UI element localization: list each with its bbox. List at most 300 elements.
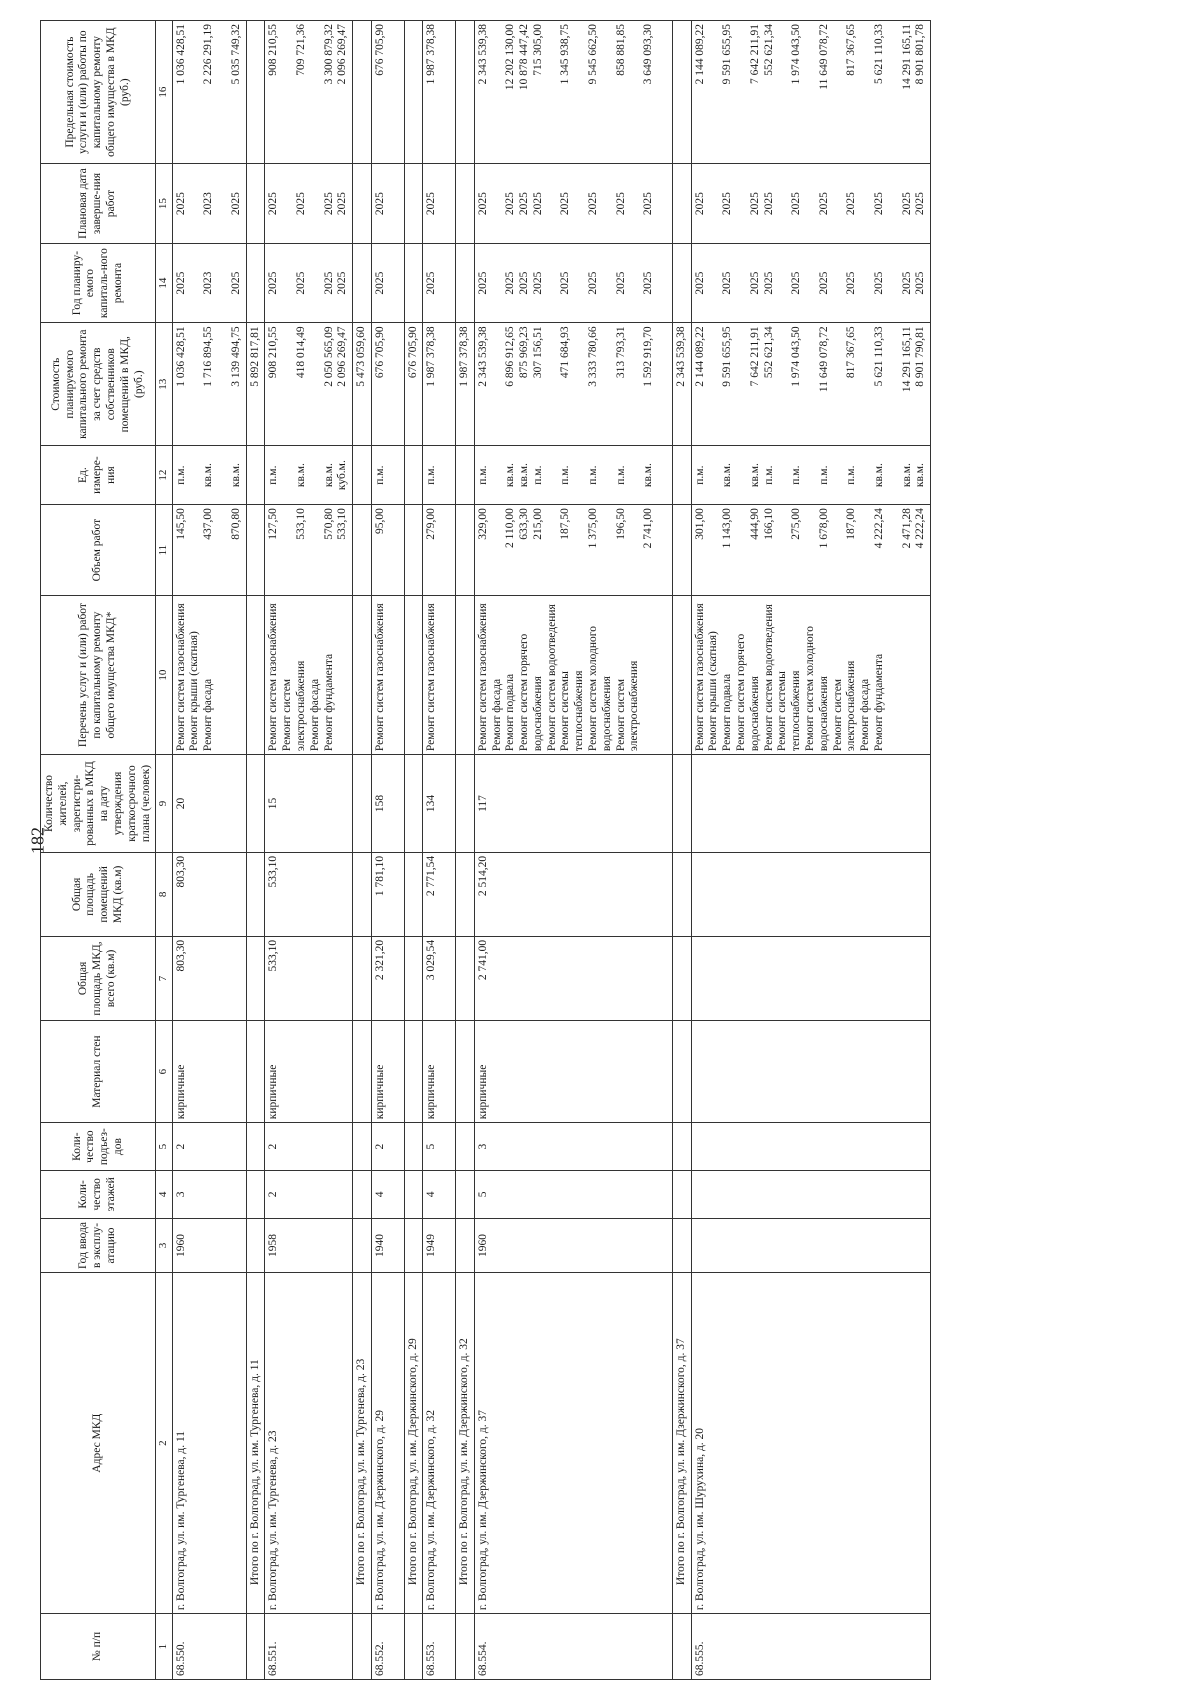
work-cost (423, 323, 456, 446)
plan-year-line: 2025 (817, 271, 830, 295)
work-cost-line: 471 684,93 (559, 326, 572, 379)
table-row (265, 21, 353, 1680)
work-cost-line: 817 367,65 (845, 326, 858, 379)
end-year-line: 2025 (790, 192, 803, 216)
work-unit-line: п.м. (817, 465, 830, 485)
capital-repair-table (40, 20, 931, 1680)
empty-cell (404, 1123, 423, 1171)
area-rooms: 803,30 (172, 852, 246, 936)
work-cost-line: 2 050 565,09 (322, 326, 335, 387)
empty-cell (246, 596, 265, 755)
table-row (371, 21, 404, 1680)
wall-material: кирпичные (423, 1021, 456, 1123)
empty-cell (455, 596, 474, 755)
work-cost-line: 6 896 912,65 (504, 326, 517, 387)
limit-cost-line: 676 705,90 (373, 24, 386, 76)
wall-material: кирпичные (172, 1021, 246, 1123)
entrances: 2 (371, 1123, 404, 1171)
end-year (265, 164, 353, 244)
empty-cell (404, 936, 423, 1020)
empty-cell (672, 1218, 691, 1273)
end-year-line: 2025 (817, 192, 830, 216)
empty-cell (246, 1123, 265, 1171)
work-cost-line: 3 139 494,75 (229, 326, 242, 387)
header-cell: Общая площадь МКД, всего (кв.м) (41, 936, 156, 1020)
empty-cell (672, 936, 691, 1020)
empty-cell (246, 1218, 265, 1273)
header-cell: Стоимость планируемого капитального ремонта за счет средств собственников помещений в МКД, (руб.) (41, 323, 156, 446)
work-name-line: Ремонт фасада (308, 678, 321, 752)
empty-cell (672, 243, 691, 323)
empty-cell (455, 243, 474, 323)
plan-year (371, 243, 404, 323)
total-row (404, 21, 423, 1680)
empty-cell (353, 936, 372, 1020)
limit-cost-line: 552 621,34 (762, 24, 775, 76)
header-cell: Коли-чество подъез-дов (41, 1123, 156, 1171)
header-cell: Предельная стоимость услуги и (или) работы по капитальному ремонту общего имущества в МКД (руб.) (41, 21, 156, 164)
work-volume-line: 570,80 (322, 508, 335, 540)
limit-cost-line: 2 226 291,19 (202, 24, 215, 85)
work-unit-line: кв.м. (748, 463, 761, 488)
limit-cost-line: 2 144 089,22 (693, 24, 706, 85)
empty-cell (404, 446, 423, 505)
floors: 2 (265, 1170, 353, 1218)
work-unit-line: п.м. (425, 465, 438, 485)
work-cost (172, 323, 246, 446)
plan-year-line: 2025 (914, 271, 927, 295)
column-number-cell: 7 (156, 936, 172, 1020)
table-row (172, 21, 246, 1680)
empty-cell (672, 755, 691, 853)
work-name-line: Ремонт систем газоснабжения (267, 603, 280, 752)
area-total: 2 741,00 (474, 936, 672, 1020)
work-volume-line: 187,50 (559, 508, 572, 540)
work-unit-line: п.м. (531, 465, 544, 485)
end-year (474, 164, 672, 244)
empty-cell (404, 1170, 423, 1218)
header-cell: Перечень услуг и (или) работ по капитальному ремонту общего имущества МКД* (41, 596, 156, 755)
residents: 134 (423, 755, 456, 853)
limit-cost-line: 1 987 378,38 (425, 24, 438, 85)
header-cell: Материал стен (41, 1021, 156, 1123)
column-number-cell: 6 (156, 1021, 172, 1123)
work-unit-line: кв.м. (504, 463, 517, 488)
header-cell: Коли-чество этажей (41, 1170, 156, 1218)
address: г. Волгоград, ул. им. Дзержинского, д. 32 (423, 1273, 456, 1614)
work-volume (423, 505, 456, 596)
empty-cell (353, 1170, 372, 1218)
work-name (265, 596, 353, 755)
header-cell: Плановая дата заверше-ния работ (41, 164, 156, 244)
limit-cost-line: 9 545 662,50 (587, 24, 600, 85)
plan-year-line: 2025 (587, 271, 600, 295)
floors: 3 (172, 1170, 246, 1218)
header-cell: Год ввода в эксплу-атацию (41, 1218, 156, 1273)
plan-year-line: 2025 (721, 271, 734, 295)
plan-year-line: 2025 (518, 271, 531, 295)
empty-cell (246, 505, 265, 596)
work-unit (474, 446, 672, 505)
work-volume-line: 533,10 (336, 508, 349, 540)
area-total (691, 936, 931, 1020)
empty-cell (246, 164, 265, 244)
floors: 4 (423, 1170, 456, 1218)
work-volume-line: 95,00 (373, 508, 386, 535)
row-number (455, 1614, 474, 1680)
work-cost-line: 7 642 211,91 (748, 326, 761, 387)
work-name-line: Ремонт системы теплоснабжения (776, 670, 803, 752)
end-year-line: 2025 (336, 192, 349, 216)
plan-year-line: 2025 (693, 271, 706, 295)
limit-cost-line: 5 621 110,33 (873, 24, 886, 84)
empty-cell (672, 1170, 691, 1218)
work-volume-line: 444,90 (748, 508, 761, 540)
residents: 158 (371, 755, 404, 853)
work-name-line: Ремонт фасада (202, 678, 215, 752)
address: г. Волгоград, ул. им. Дзержинского, д. 29 (371, 1273, 404, 1614)
empty-cell (353, 852, 372, 936)
work-unit-line: кв.м. (642, 463, 655, 488)
work-unit (371, 446, 404, 505)
work-volume-line: 1 678,00 (817, 508, 830, 549)
work-volume-line: 2 741,00 (642, 508, 655, 549)
total-address: Итого по г. Волгоград, ул. им. Дзержинского, д. 29 (404, 1273, 423, 1614)
work-unit-line: кв.м. (322, 463, 335, 488)
total-address: Итого по г. Волгоград, ул. им. Тургенева, д. 23 (353, 1273, 372, 1614)
empty-cell (404, 1021, 423, 1123)
work-name-line: Ремонт систем электроснабжения (614, 660, 641, 752)
entrances: 3 (474, 1123, 672, 1171)
end-year-line: 2025 (373, 192, 386, 216)
row-number (353, 1614, 372, 1680)
work-name (474, 596, 672, 755)
wall-material: кирпичные (371, 1021, 404, 1123)
end-year-line: 2025 (900, 192, 913, 216)
plan-year (265, 243, 353, 323)
end-year-line: 2025 (294, 192, 307, 216)
plan-year-line: 2025 (373, 271, 386, 295)
table-body (172, 21, 931, 1680)
limit-cost (371, 21, 404, 164)
empty-cell (672, 596, 691, 755)
table-row (691, 21, 931, 1680)
work-cost-line: 14 291 165,11 (900, 326, 913, 393)
limit-cost-line: 1 345 938,75 (559, 24, 572, 85)
wall-material: кирпичные (265, 1021, 353, 1123)
work-cost (371, 323, 404, 446)
work-unit-line: кв.м. (518, 463, 531, 488)
work-name-line: Ремонт подвала (504, 673, 517, 752)
work-unit (265, 446, 353, 505)
work-volume-line: 1 143,00 (721, 508, 734, 549)
floors (691, 1170, 931, 1218)
end-year-line: 2025 (845, 192, 858, 216)
header-cell: № п/п (41, 1614, 156, 1680)
work-unit (691, 446, 931, 505)
end-year (691, 164, 931, 244)
end-year-line: 2023 (202, 192, 215, 216)
work-cost-line: 8 901 790,81 (914, 326, 927, 387)
end-year-line: 2025 (914, 192, 927, 216)
total-cost: 5 892 817,81 (246, 323, 265, 446)
end-year-line: 2025 (762, 192, 775, 216)
work-volume-line: 215,00 (531, 508, 544, 540)
empty-cell (455, 1170, 474, 1218)
plan-year (172, 243, 246, 323)
work-unit-line: кв.м. (900, 463, 913, 488)
build-year (691, 1218, 931, 1273)
plan-year-line: 2025 (762, 271, 775, 295)
work-volume-line: 329,00 (476, 508, 489, 540)
row-number: 68.555. (691, 1614, 931, 1680)
end-year-line: 2025 (531, 192, 544, 216)
work-volume (265, 505, 353, 596)
empty-cell (246, 852, 265, 936)
work-unit-line: кв.м. (294, 463, 307, 488)
work-volume-line: 187,00 (845, 508, 858, 540)
work-name-line: Ремонт систем холодного водоснабжения (587, 626, 613, 752)
address: г. Волгоград, ул. им. Шурухина, д. 20 (691, 1273, 931, 1614)
limit-cost (423, 21, 456, 164)
plan-year-line: 2025 (748, 271, 761, 295)
header-cell: Адрес МКД (41, 1273, 156, 1614)
work-name-line: Ремонт систем горячего водоснабжения (518, 633, 544, 752)
work-unit-line: п.м. (614, 465, 627, 485)
empty-cell (353, 446, 372, 505)
work-unit-line: куб.м. (336, 460, 349, 491)
work-name-line: Ремонт фундамента (873, 653, 886, 752)
header-cell: Общая площадь помещений МКД (кв.м) (41, 852, 156, 936)
plan-year-line: 2025 (425, 271, 438, 295)
work-volume (474, 505, 672, 596)
work-name-line: Ремонт крыши (скатная) (707, 631, 720, 752)
end-year-line: 2025 (518, 192, 531, 216)
limit-cost-line: 5 035 749,32 (229, 24, 242, 85)
limit-cost (172, 21, 246, 164)
column-number-cell: 1 (156, 1614, 172, 1680)
total-cost: 1 987 378,38 (455, 323, 474, 446)
plan-year-line: 2025 (790, 271, 803, 295)
work-name-line: Ремонт подвала (721, 673, 734, 752)
empty-cell (353, 243, 372, 323)
end-year (371, 164, 404, 244)
row-number (404, 1614, 423, 1680)
empty-cell (455, 755, 474, 853)
empty-cell (672, 164, 691, 244)
total-cost: 2 343 539,38 (672, 323, 691, 446)
empty-cell (246, 936, 265, 1020)
residents (691, 755, 931, 853)
area-total: 803,30 (172, 936, 246, 1020)
area-rooms (691, 852, 931, 936)
work-name (423, 596, 456, 755)
empty-cell (353, 1021, 372, 1123)
work-name (691, 596, 931, 755)
empty-cell (404, 852, 423, 936)
column-number-cell: 4 (156, 1170, 172, 1218)
row-number: 68.551. (265, 1614, 353, 1680)
plan-year-line: 2025 (174, 271, 187, 295)
empty-cell (246, 446, 265, 505)
plan-year-line: 2025 (336, 271, 349, 295)
build-year: 1949 (423, 1218, 456, 1273)
work-name-line: Ремонт систем горячего водоснабжения (735, 633, 761, 752)
work-name-line: Ремонт систем газоснабжения (174, 603, 187, 752)
limit-cost-line: 715 305,00 (531, 24, 544, 76)
area-total: 3 029,54 (423, 936, 456, 1020)
limit-cost-line: 2 343 539,38 (476, 24, 489, 85)
empty-cell (246, 243, 265, 323)
work-cost-line: 1 974 043,50 (790, 326, 803, 387)
empty-cell (246, 21, 265, 164)
column-number-row (156, 21, 172, 1680)
work-name-line: Ремонт систем водоотведения (545, 604, 558, 752)
work-name-line: Ремонт систем водоотведения (762, 604, 775, 752)
empty-cell (672, 1123, 691, 1171)
entrances: 2 (265, 1123, 353, 1171)
area-rooms: 2 771,54 (423, 852, 456, 936)
column-number-cell: 12 (156, 446, 172, 505)
work-name-line: Ремонт систем холодного водоснабжения (804, 626, 830, 752)
floors: 5 (474, 1170, 672, 1218)
total-address: Итого по г. Волгоград, ул. им. Тургенева, д. 11 (246, 1273, 265, 1614)
work-volume-line: 196,50 (614, 508, 627, 540)
plan-year (474, 243, 672, 323)
work-cost (265, 323, 353, 446)
header-cell: Ед. измере-ния (41, 446, 156, 505)
build-year: 1940 (371, 1218, 404, 1273)
work-cost-line: 552 621,34 (762, 326, 775, 379)
empty-cell (672, 1021, 691, 1123)
work-unit-line: п.м. (845, 465, 858, 485)
limit-cost-line: 10 878 447,42 (518, 24, 531, 91)
work-unit-line: кв.м. (873, 463, 886, 488)
work-cost-line: 9 591 655,95 (721, 326, 734, 387)
work-cost-line: 11 649 078,72 (817, 326, 830, 393)
limit-cost-line: 8 901 801,78 (914, 24, 927, 85)
plan-year-line: 2025 (476, 271, 489, 295)
column-number-cell: 5 (156, 1123, 172, 1171)
work-cost (691, 323, 931, 446)
plan-year-line: 2025 (900, 271, 913, 295)
limit-cost-line: 709 721,36 (294, 24, 307, 76)
empty-cell (404, 505, 423, 596)
total-row (672, 21, 691, 1680)
address: г. Волгоград, ул. им. Тургенева, д. 23 (265, 1273, 353, 1614)
work-name-line: Ремонт систем газоснабжения (425, 603, 438, 752)
empty-cell (404, 755, 423, 853)
address: г. Волгоград, ул. им. Тургенева, д. 11 (172, 1273, 246, 1614)
end-year-line: 2025 (614, 192, 627, 216)
table-row (423, 21, 456, 1680)
work-cost-line: 307 156,51 (531, 326, 544, 379)
work-unit-line: п.м. (790, 465, 803, 485)
work-unit-line: п.м. (762, 465, 775, 485)
work-unit (423, 446, 456, 505)
empty-cell (455, 936, 474, 1020)
empty-cell (455, 446, 474, 505)
work-unit (172, 446, 246, 505)
row-number (672, 1614, 691, 1680)
work-unit-line: п.м. (559, 465, 572, 485)
limit-cost-line: 908 210,55 (267, 24, 280, 76)
work-cost-line: 2 343 539,38 (476, 326, 489, 387)
build-year: 1960 (474, 1218, 672, 1273)
header-cell: Количество жителей, зарегистри-рованных в МКД на дату утверждения краткосрочного плана (человек) (41, 755, 156, 853)
work-cost-line: 1 716 894,55 (202, 326, 215, 387)
plan-year-line: 2025 (267, 271, 280, 295)
empty-cell (353, 755, 372, 853)
row-number: 68.553. (423, 1614, 456, 1680)
plan-year-line: 2025 (229, 271, 242, 295)
column-number-cell: 9 (156, 755, 172, 853)
limit-cost-line: 858 881,85 (614, 24, 627, 76)
end-year-line: 2025 (425, 192, 438, 216)
limit-cost-line: 1 974 043,50 (790, 24, 803, 85)
plan-year (423, 243, 456, 323)
wall-material (691, 1021, 931, 1123)
column-number-cell: 11 (156, 505, 172, 596)
work-volume-line: 301,00 (693, 508, 706, 540)
work-unit-line: п.м. (476, 465, 489, 485)
empty-cell (404, 243, 423, 323)
address: г. Волгоград, ул. им. Дзержинского, д. 37 (474, 1273, 672, 1614)
empty-cell (404, 1218, 423, 1273)
build-year: 1960 (172, 1218, 246, 1273)
area-rooms: 533,10 (265, 852, 353, 936)
end-year-line: 2025 (504, 192, 517, 216)
build-year: 1958 (265, 1218, 353, 1273)
plan-year-line: 2025 (873, 271, 886, 295)
empty-cell (672, 21, 691, 164)
rotated-sheet (40, 20, 1195, 1680)
empty-cell (455, 852, 474, 936)
empty-cell (672, 446, 691, 505)
plan-year-line: 2025 (504, 271, 517, 295)
work-unit-line: п.м. (587, 465, 600, 485)
work-volume-line: 4 222,24 (873, 508, 886, 549)
work-name-line: Ремонт системы теплоснабжения (559, 670, 586, 752)
total-address: Итого по г. Волгоград, ул. им. Дзержинского, д. 37 (672, 1273, 691, 1614)
table-row (474, 21, 672, 1680)
empty-cell (455, 1123, 474, 1171)
total-cost: 5 473 059,60 (353, 323, 372, 446)
residents: 117 (474, 755, 672, 853)
work-cost-line: 313 793,31 (614, 326, 627, 379)
work-unit-line: кв.м. (914, 463, 927, 488)
empty-cell (246, 755, 265, 853)
column-number-cell: 8 (156, 852, 172, 936)
limit-cost (691, 21, 931, 164)
column-number-cell: 14 (156, 243, 172, 323)
work-name (371, 596, 404, 755)
empty-cell (455, 1021, 474, 1123)
work-volume (371, 505, 404, 596)
limit-cost (265, 21, 353, 164)
work-volume-line: 1 375,00 (587, 508, 600, 549)
work-unit-line: кв.м. (721, 463, 734, 488)
work-unit-line: кв.м. (229, 463, 242, 488)
empty-cell (246, 1021, 265, 1123)
entrances (691, 1123, 931, 1171)
work-volume-line: 145,50 (174, 508, 187, 540)
column-number-cell: 16 (156, 21, 172, 164)
limit-cost-line: 3 649 093,30 (642, 24, 655, 85)
total-row (455, 21, 474, 1680)
area-total: 2 321,20 (371, 936, 404, 1020)
entrances: 2 (172, 1123, 246, 1171)
